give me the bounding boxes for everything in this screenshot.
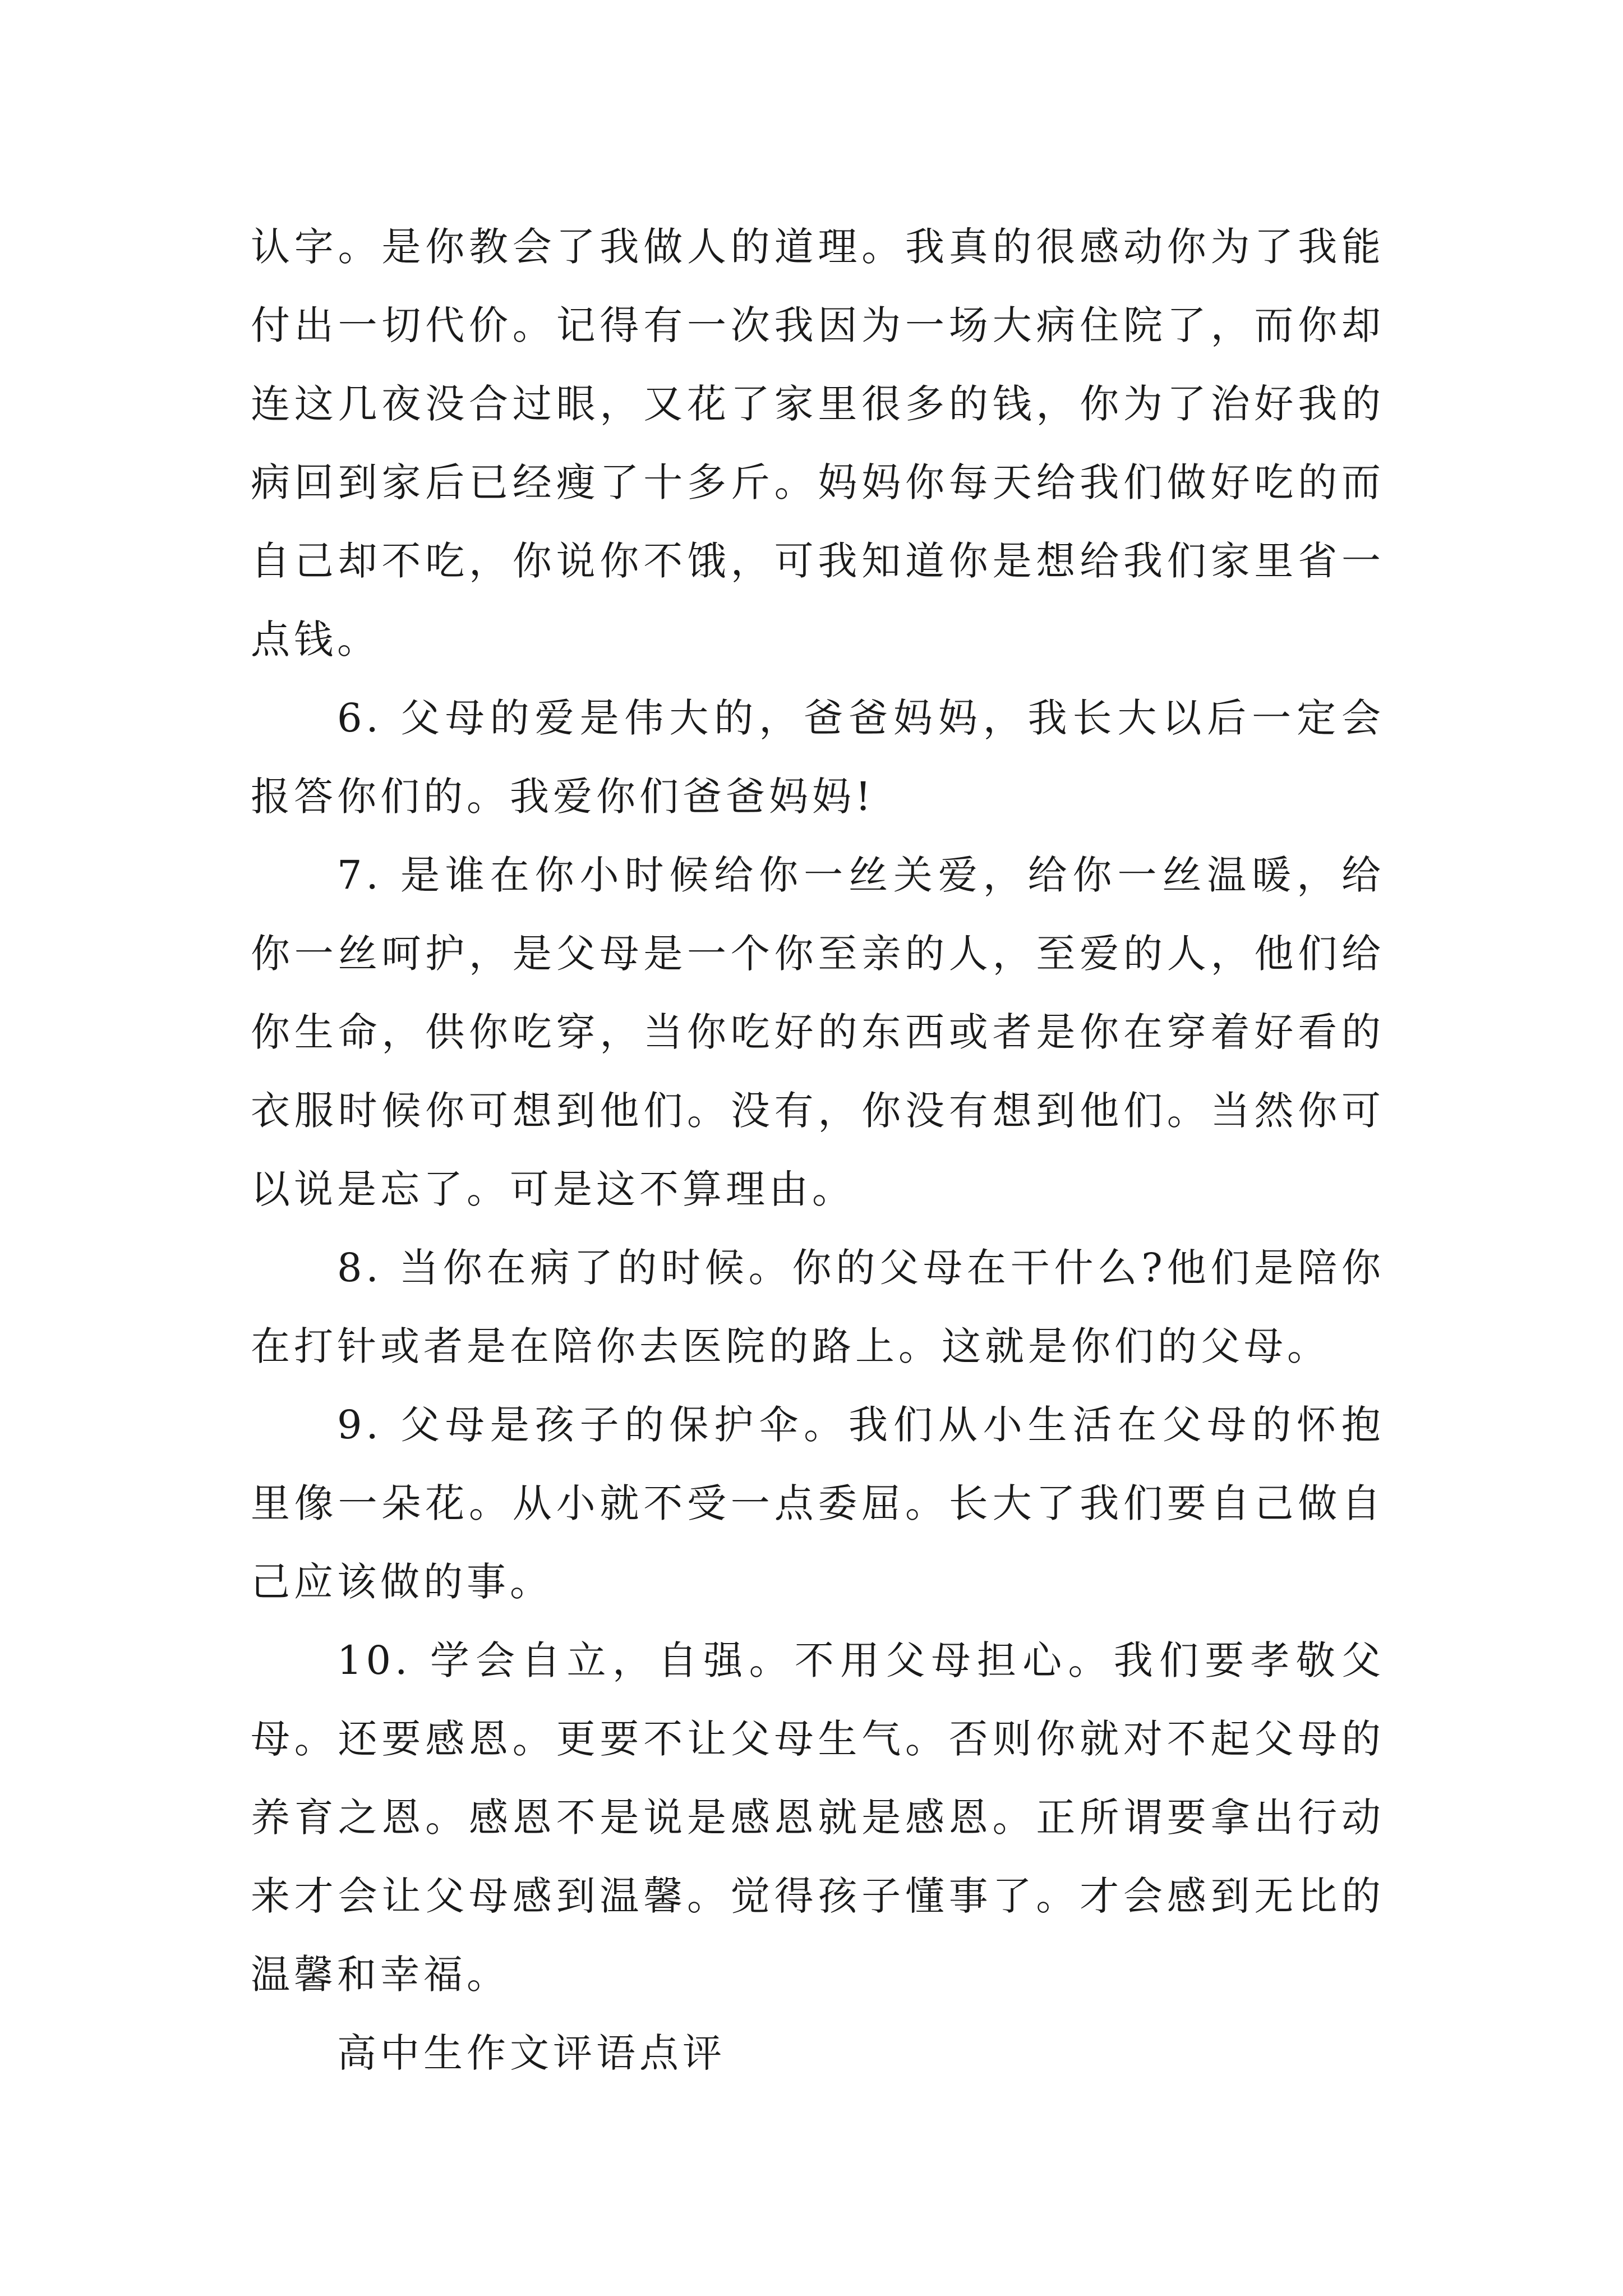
section-heading: 高中生作文评语点评 — [337, 2030, 726, 2076]
document-body — [251, 208, 1385, 2092]
paragraph-item-8: 8. 当你在病了的时候。你的父母在干什么?他们是陪你在打针或者是在陪你去医院的路上。这就是你们的父母。 — [251, 1245, 1385, 1369]
paragraph-item-10: 10. 学会自立，自强。不用父母担心。我们要孝敬父母。还要感恩。更要不让父母生气。否则你就对不起父母的养育之恩。感恩不是说是感恩就是感恩。正所谓要拿出行动来才会让父母感到温馨。觉得孩子懂事了。才会感到无比的温馨和幸福。 — [251, 1637, 1385, 1998]
paragraph-item-9: 9. 父母是孩子的保护伞。我们从小生活在父母的怀抱里像一朵花。从小就不受一点委屈。长大了我们要自己做自己应该做的事。 — [251, 1402, 1385, 1605]
paragraph-continued: 认字。是你教会了我做人的道理。我真的很感动你为了我能付出一切代价。记得有一次我因为一场大病住院了，而你却连这几夜没合过眼，又花了家里很多的钱，你为了治好我的病回到家后已经瘦了十多斤。妈妈你每天给我们做好吃的而自己却不吃，你说你不饿，可我知道你是想给我们家里省一点钱。 — [251, 224, 1385, 662]
paragraph-item-7: 7. 是谁在你小时候给你一丝关爱，给你一丝温暖，给你一丝呵护，是父母是一个你至亲的人，至爱的人，他们给你生命，供你吃穿，当你吃好的东西或者是你在穿着好看的衣服时候你可想到他们。没有，你没有想到他们。当然你可以说是忘了。可是这不算理由。 — [251, 852, 1385, 1212]
paragraph-item-6: 6. 父母的爱是伟大的，爸爸妈妈，我长大以后一定会报答你们的。我爱你们爸爸妈妈! — [251, 695, 1385, 820]
